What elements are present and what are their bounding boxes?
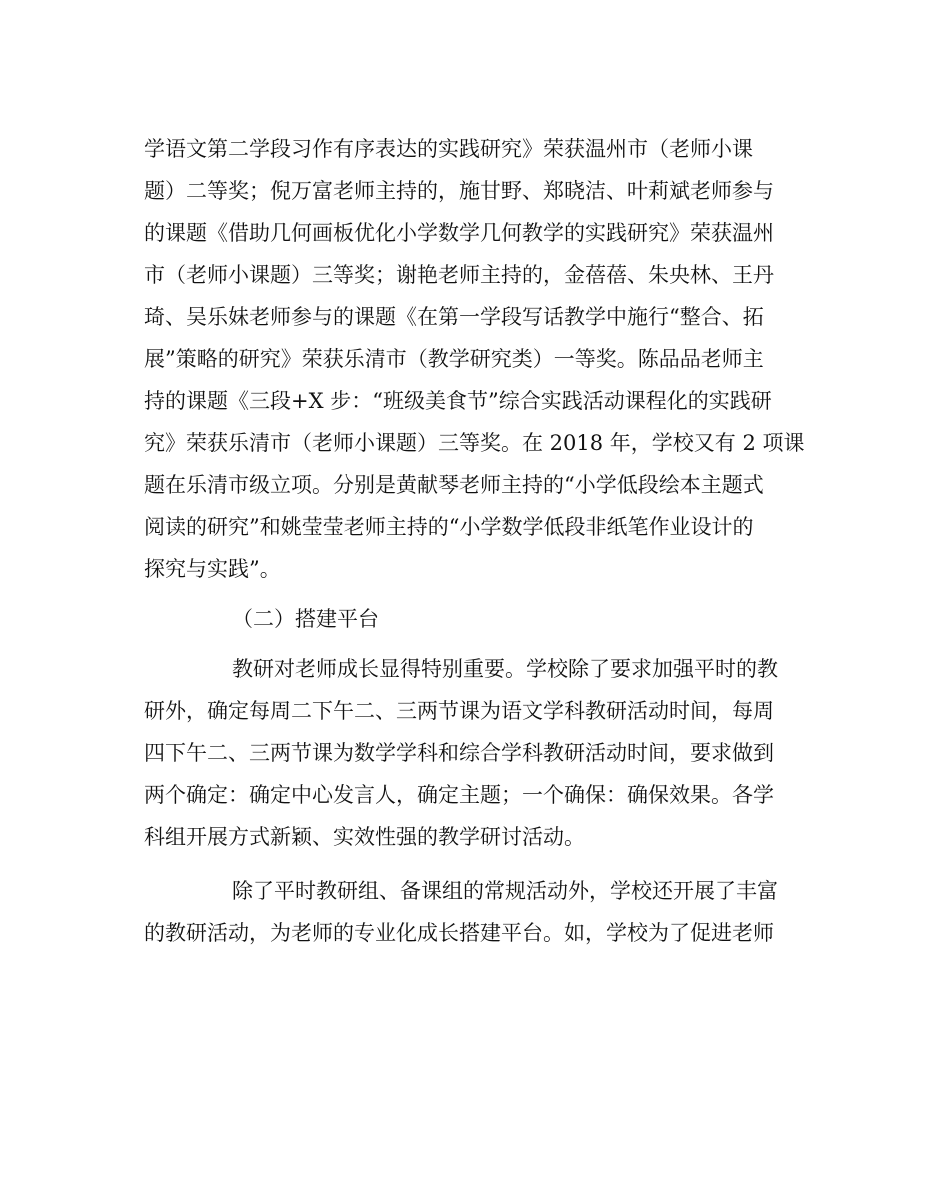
text-line: 探究与实践”。 [144, 557, 281, 581]
text-line: 阅读的研究”和姚莹莹老师主持的“小学数学低段非纸笔作业设计的 [144, 515, 754, 539]
text-line: 市（老师小课题）三等奖；谢艳老师主持的，金蓓蓓、朱央林、王丹 [144, 263, 774, 287]
text-line: 题）二等奖；倪万富老师主持的，施甘野、郑晓洁、叶莉斌老师参与 [144, 179, 774, 203]
paragraph-awards [144, 128, 804, 590]
text-line: 教研对老师成长显得特别重要。学校除了要求加强平时的教 [232, 657, 778, 681]
text-line: 的教研活动，为老师的专业化成长搭建平台。如，学校为了促进老师 [144, 921, 774, 945]
section-heading: （二）搭建平台 [232, 607, 379, 631]
text-line: 学语文第二学段习作有序表达的实践研究》荣获温州市（老师小课 [144, 137, 753, 161]
text-line: 持的课题《三段+X 步：“班级美食节”综合实践活动课程化的实践研 [144, 389, 772, 413]
text-line: 展”策略的研究》荣获乐清市（教学研究类）一等奖。陈品品老师主 [144, 347, 764, 371]
paragraph-activities [144, 870, 804, 954]
text-line: 的课题《借助几何画板优化小学数学几何教学的实践研究》荣获温州 [144, 221, 774, 245]
text-line: 两个确定：确定中心发言人，确定主题；一个确保：确保效果。各学 [144, 783, 774, 807]
text-line: 除了平时教研组、备课组的常规活动外，学校还开展了丰富 [232, 879, 778, 903]
text-line: 四下午二、三两节课为数学学科和综合学科教研活动时间，要求做到 [144, 741, 774, 765]
paragraph-platform [144, 648, 804, 858]
document-body [144, 128, 804, 954]
text-line: 琦、吴乐妹老师参与的课题《在第一学段写话教学中施行“整合、拓 [144, 305, 764, 329]
text-line: 题在乐清市级立项。分别是黄献琴老师主持的“小学低段绘本主题式 [144, 473, 764, 497]
text-line: 究》荣获乐清市（老师小课题）三等奖。在 2018 年，学校又有 2 项课 [144, 431, 805, 455]
text-line: 研外，确定每周二下午二、三两节课为语文学科教研活动时间，每周 [144, 699, 774, 723]
text-line: 科组开展方式新颖、实效性强的教学研讨活动。 [144, 825, 585, 849]
